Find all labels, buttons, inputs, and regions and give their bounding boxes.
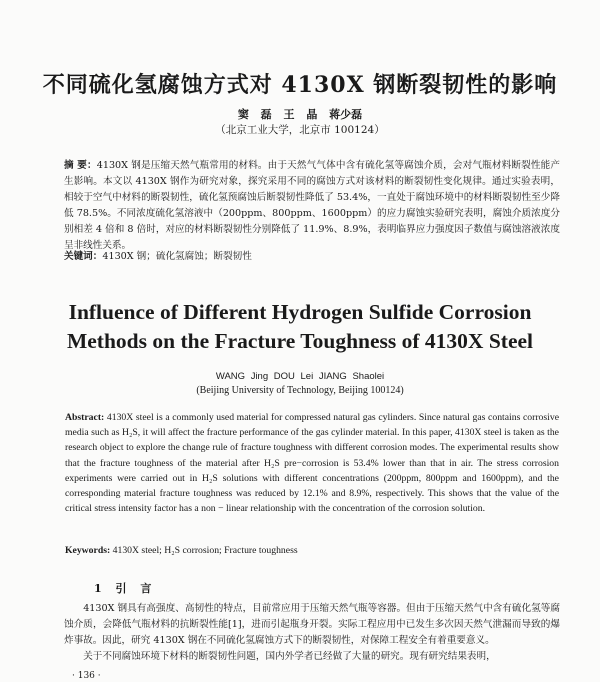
english-keywords	[65, 545, 559, 556]
english-keywords-label: Keywords:	[65, 545, 111, 556]
english-abstract-label: Abstract:	[65, 412, 105, 423]
english-keywords-text: 4130X steel; H₂S corrosion; Fracture toughness	[110, 545, 298, 556]
english-abstract	[65, 410, 559, 516]
chinese-keywords-text: 4130X 钢；硫化氢腐蚀；断裂韧性	[102, 251, 252, 262]
chinese-authors: 窦 磊 王 晶 蒋少磊	[237, 108, 363, 121]
introduction-paragraph-1: 4130X 钢具有高强度、高韧性的特点，目前常应用于压缩天然气瓶等容器。但由于压缩天然气中含有硫化氢等腐蚀介质，会降低气瓶材料的抗断裂性能[1]，进而引起瓶身开裂。实际工程应用中已发生多次因天然气泄漏而导致的爆炸事故。因此，研究 4130X 钢在不同硫化氢腐蚀方式下的断裂韧性，对保障工程安全有着重要意义。	[64, 603, 560, 646]
introduction-body	[64, 601, 560, 665]
page-number: · 136 ·	[72, 671, 101, 681]
chinese-title: 不同硫化氢腐蚀方式对 4130X 钢断裂韧性的影响	[42, 72, 558, 98]
english-title-line2: Methods on the Fracture Toughness of 4130X Steel	[66, 329, 534, 353]
english-abstract-text: 4130X steel is a commonly used material for compressed natural gas cylinders. Since natural gas contains corrosive media such as H₂S, it will affect the fracture performance of the gas cylinder material. In this paper, 4130X steel is taken as the research object to explore the change rule of fracture toughness with different corrosion modes. The experimental results show that the fracture toughness of the material after H₂S pre−corrosion is 53.4% lower than that in air. The stress corrosion experiments were carried out in H₂S solutions with different concentrations (200ppm, 800ppm and 1600ppm), and the corresponding material fracture toughness was reduced by 12.1% and 8.9%, respectively. This shows that the value of the critical stress intensity factor has a non − linear relationship with the concentration of the corrosion solution.	[65, 412, 559, 515]
chinese-abstract-text: 4130X 钢是压缩天然气瓶常用的材料。由于天然气气体中含有硫化氢等腐蚀介质，会对气瓶材料断裂性能产生影响。本文以 4130X 钢作为研究对象，探究采用不同的腐蚀方式对该材料的断裂韧性变化规律。通过实验表明，相较于空气中材料的断裂韧性，硫化氢预腐蚀后断裂韧性降低了 53.4%，一直处于腐蚀环境中的材料断裂韧性至少降低 78.5%。不同浓度硫化氢溶液中（200ppm、800ppm、1600ppm）的应力腐蚀实验研究表明，腐蚀介质浓度分别相差 4 倍和 8 倍时，对应的材料断裂韧性分别降低了 11.9%、8.9%，表明临界应力强度因子数值与腐蚀溶液浓度呈非线性关系。	[64, 160, 561, 251]
chinese-affiliation: （北京工业大学，北京市 100124）	[215, 124, 385, 136]
english-authors: WANG Jing DOU Lei JIANG Shaolei	[215, 371, 385, 382]
english-title-line1: Influence of Different Hydrogen Sulfide Corrosion	[68, 300, 532, 324]
english-title	[0, 298, 600, 356]
introduction-paragraph-2: 关于不同腐蚀环境下材料的断裂韧性问题，国内外学者已经做了大量的研究。现有研究结果表明，	[83, 651, 496, 662]
english-affiliation: (Beijing University of Technology, Beijing 100124)	[196, 385, 404, 396]
chinese-abstract	[64, 158, 560, 254]
chinese-abstract-label: 摘 要：	[64, 160, 97, 171]
chinese-keywords	[64, 249, 560, 265]
section-heading: 1 引 言	[94, 582, 152, 595]
chinese-keywords-label: 关键词：	[64, 251, 103, 262]
